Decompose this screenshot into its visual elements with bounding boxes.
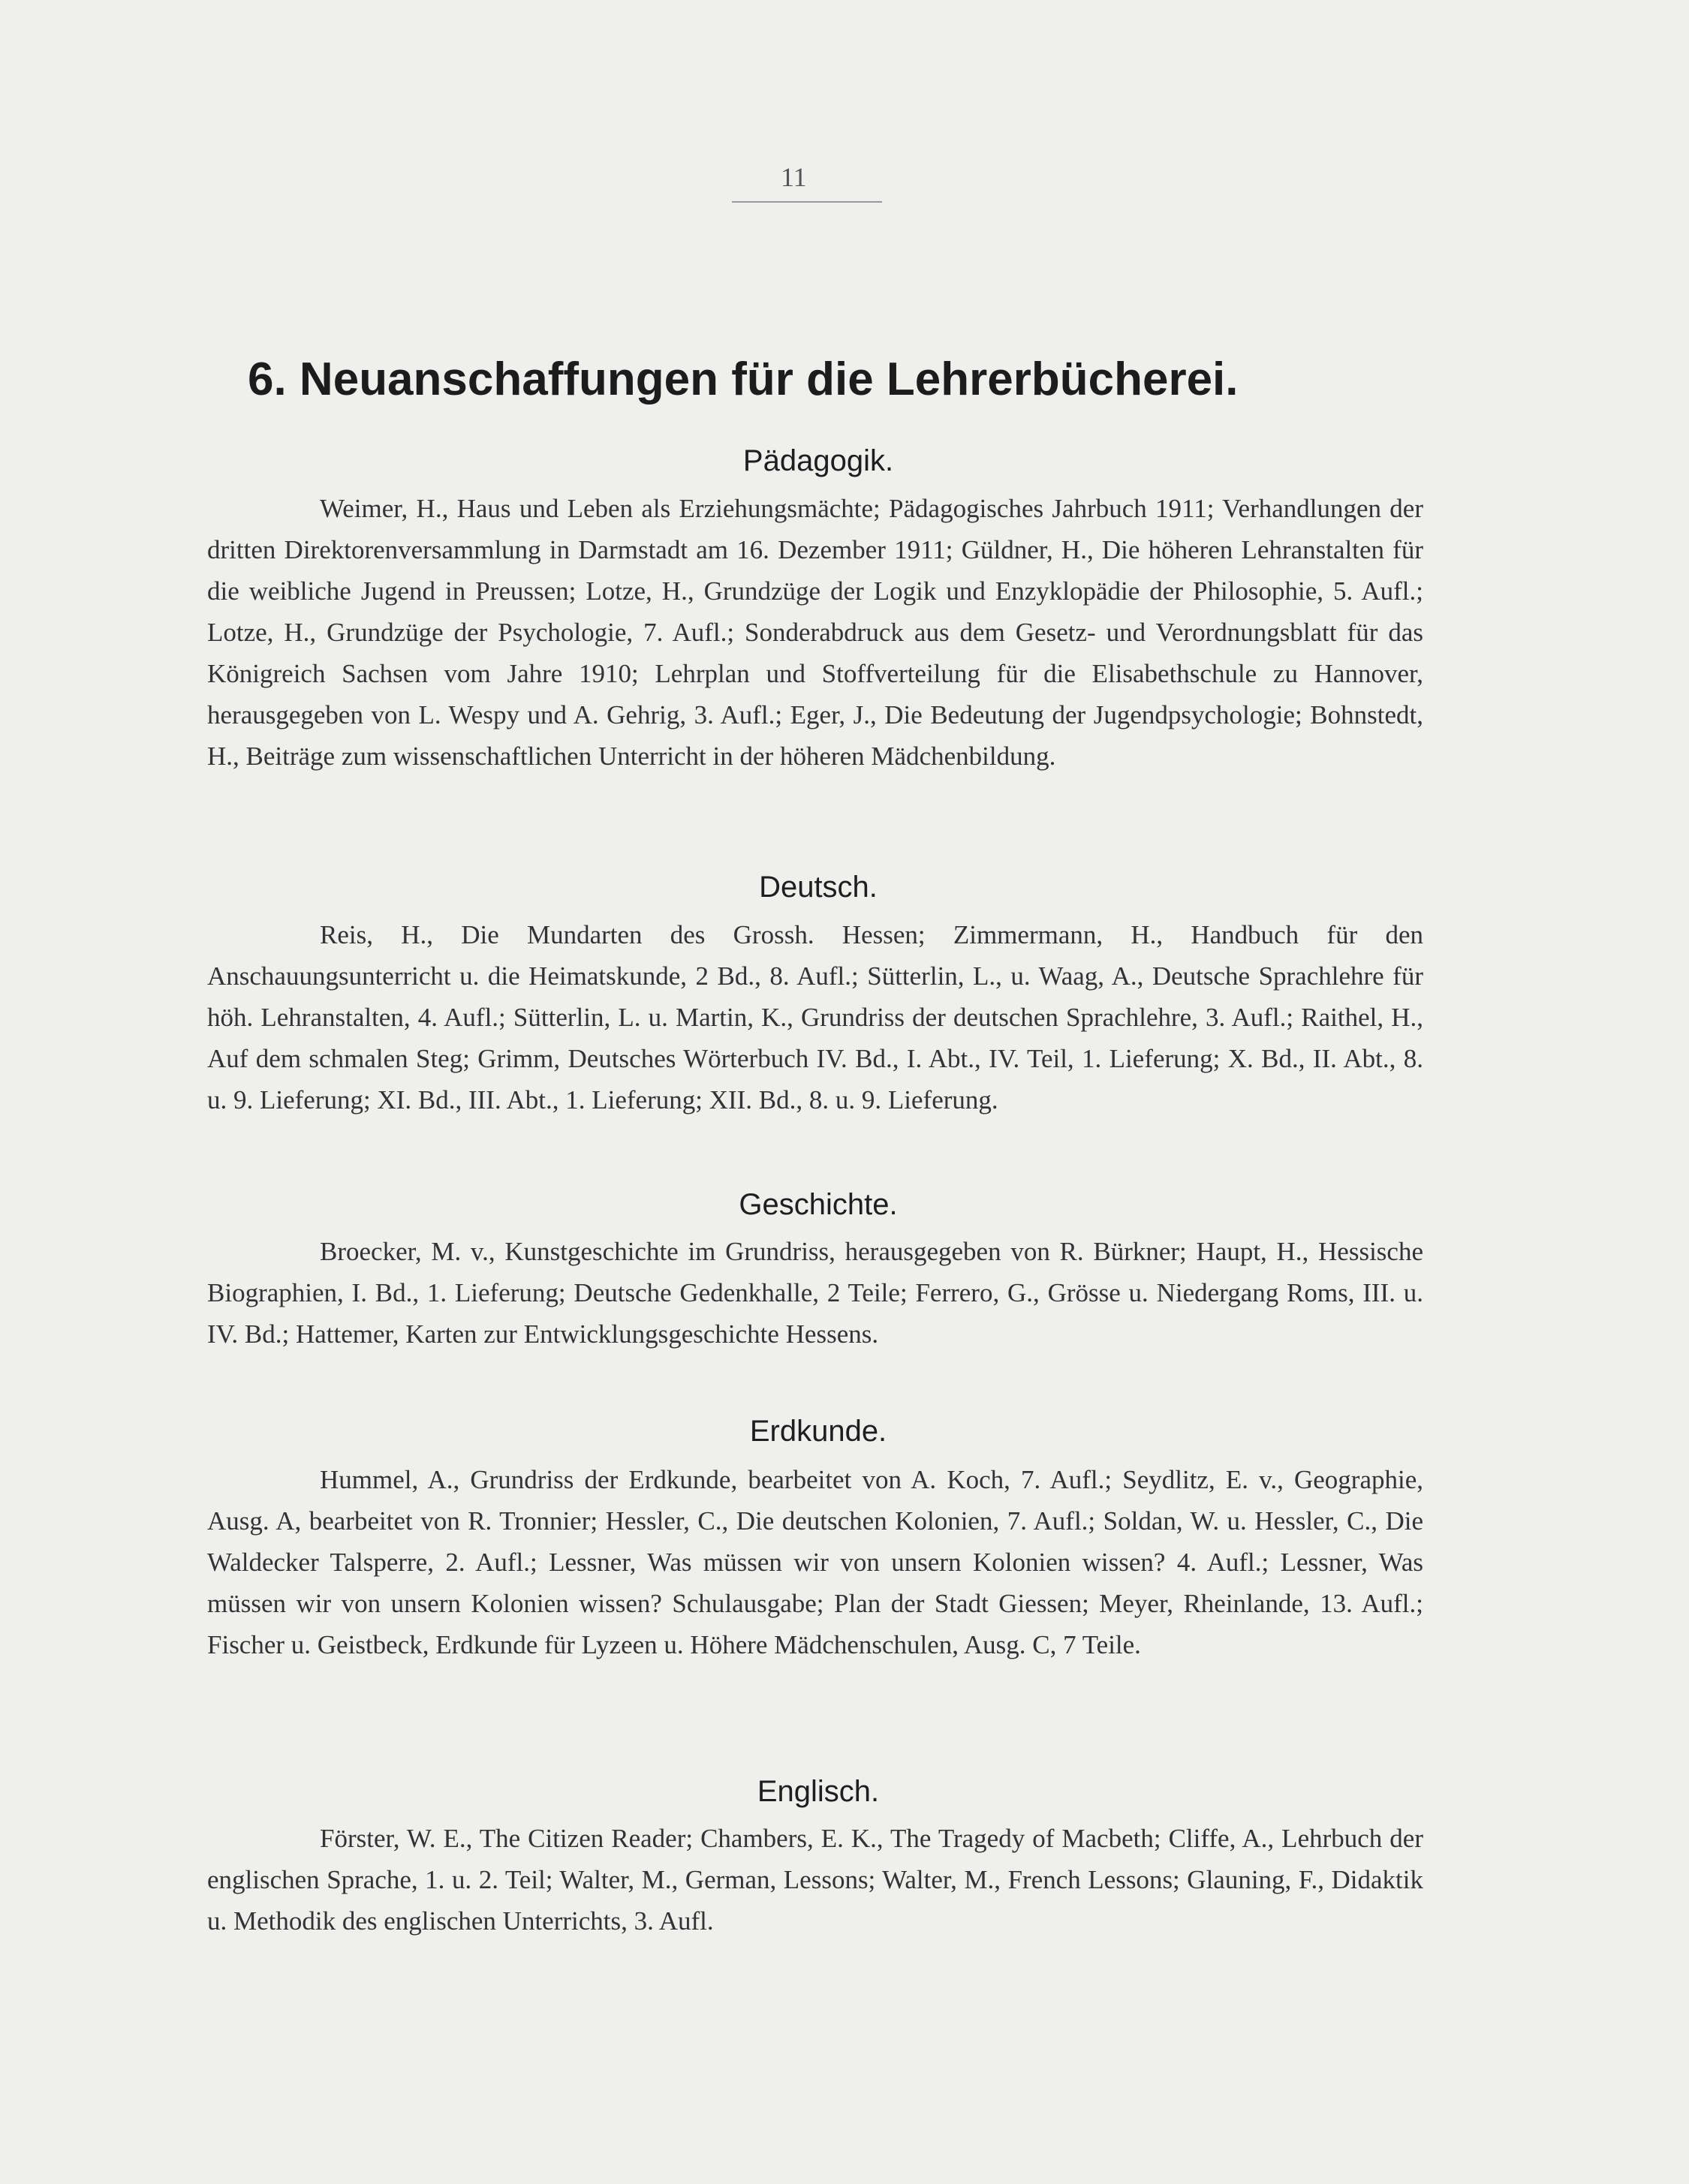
section-body-deutsch: Reis, H., Die Mundarten des Grossh. Hessen; Zimmermann, H., Handbuch für den Anschauungsunterricht u. die Heimatskunde, 2 Bd., 8. Aufl.; Sütterlin, L., u. Waag, A., Deutsche Sprachlehre für höh. Lehranstalten, 4. Aufl.; Sütterlin, L. u. Martin, K., Grundriss der deutschen Sprachlehre, 3. Aufl.; Raithel, H., Auf dem schmalen Steg; Grimm, Deutsches Wörterbuch IV. Bd., I. Abt., IV. Teil, 1. Lieferung; X. Bd., II. Abt., 8. u. 9. Lieferung; XI. Bd., III. Abt., 1. Lieferung; XII. Bd., 8. u. 9. Lieferung. (207, 920, 1423, 1115)
section-body-englisch: Förster, W. E., The Citizen Reader; Chambers, E. K., The Tragedy of Macbeth; Cliffe, A., Lehrbuch der englischen Sprache, 1. u. 2. Teil; Walter, M., German, Lessons; Walter, M., French Lessons; Glauning, F., Didaktik u. Methodik des englischen Unterrichts, 3. Aufl. (207, 1824, 1423, 1936)
section-heading-englisch: Englisch. (757, 1775, 880, 1808)
page-title: 6. Neuanschaffungen für die Lehrerbücherei. (248, 353, 1239, 405)
section-heading-geschichte: Geschichte. (739, 1188, 898, 1221)
page-number: 11 (781, 162, 807, 192)
section-heading-deutsch: Deutsch. (759, 871, 878, 904)
section-heading-erdkunde: Erdkunde. (749, 1415, 887, 1448)
section-body-erdkunde: Hummel, A., Grundriss der Erdkunde, bearbeitet von A. Koch, 7. Aufl.; Seydlitz, E. v., Geographie, Ausg. A, bearbeitet von R. Tronnier; Hessler, C., Die deutschen Kolonien, 7. Aufl.; Soldan, W. u. Hessler, C., Die Waldecker Talsperre, 2. Aufl.; Lessner, Was müssen wir von unsern Kolonien wissen? 4. Aufl.; Lessner, Was müssen wir von unsern Kolonien wissen? Schulausgabe; Plan der Stadt Giessen; Meyer, Rheinlande, 13. Aufl.; Fischer u. Geistbeck, Erdkunde für Lyzeen u. Höhere Mädchenschulen, Ausg. C, 7 Teile. (207, 1465, 1423, 1659)
page-number-rule (732, 201, 882, 203)
section-body-paedagogik: Weimer, H., Haus und Leben als Erziehungsmächte; Pädagogisches Jahrbuch 1911; Verhandlungen der dritten Direktorenversammlung in Darmstadt am 16. Dezember 1911; Güldner, H., Die höheren Lehranstalten für die weibliche Jugend in Preussen; Lotze, H., Grundzüge der Logik und Enzyklopädie der Philosophie, 5. Aufl.; Lotze, H., Grundzüge der Psychologie, 7. Aufl.; Sonderabdruck aus dem Gesetz- und Verordnungsblatt für das Königreich Sachsen vom Jahre 1910; Lehrplan und Stoffverteilung für die Elisabethschule zu Hannover, herausgegeben von L. Wespy und A. Gehrig, 3. Aufl.; Eger, J., Die Bedeutung der Jugendpsychologie; Bohnstedt, H., Beiträge zum wissenschaftlichen Unterricht in der höheren Mädchenbildung. (207, 494, 1423, 771)
section-heading-paedagogik: Pädagogik. (742, 444, 894, 477)
section-body-geschichte: Broecker, M. v., Kunstgeschichte im Grundriss, herausgegeben von R. Bürkner; Haupt, H., Hessische Biographien, I. Bd., 1. Lieferung; Deutsche Gedenkhalle, 2 Teile; Ferrero, G., Grösse u. Niedergang Roms, III. u. IV. Bd.; Hattemer, Karten zur Entwicklungsgeschichte Hessens. (207, 1237, 1423, 1349)
